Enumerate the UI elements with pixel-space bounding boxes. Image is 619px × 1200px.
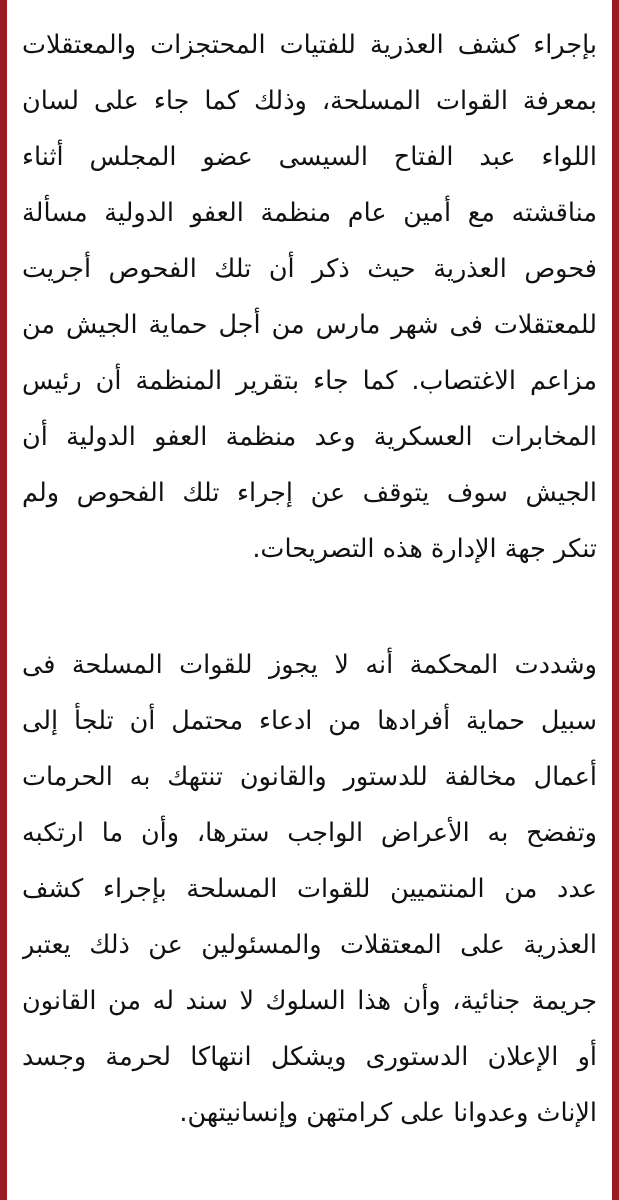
text-line: فحوص العذرية حيث ذكر أن تلك الفحوص أجريت [22,254,597,284]
text-line: العذرية على المعتقلات والمسئولين عن ذلك يعتبر [22,930,597,960]
text-line: الإناث وعدوانا على كرامتهن وإنسانيتهن. [179,1098,597,1128]
left-border [0,0,7,1200]
text-line: بمعرفة القوات المسلحة، وذلك كما جاء على لسان [22,86,597,116]
text-line: للمعتقلات فى شهر مارس من أجل حماية الجيش من [22,310,597,340]
text-line: بإجراء كشف العذرية للفتيات المحتجزات والمعتقلات [22,30,597,60]
right-border [612,0,619,1200]
article-body [14,0,605,1200]
text-line: المخابرات العسكرية وعد منظمة العفو الدولية أن [22,422,597,452]
text-line: أعمال مخالفة للدستور والقانون تنتهك به الحرمات [22,762,597,792]
text-line: وشددت المحكمة أنه لا يجوز للقوات المسلحة فى [22,650,597,680]
text-line: مزاعم الاغتصاب. كما جاء بتقرير المنظمة أن رئيس [22,366,597,396]
text-line: عدد من المنتميين للقوات المسلحة بإجراء كشف [22,874,597,904]
text-line: أو الإعلان الدستورى ويشكل انتهاكا لحرمة وجسد [22,1042,597,1072]
text-line: جريمة جنائية، وأن هذا السلوك لا سند له من القانون [22,986,597,1016]
text-line: مناقشته مع أمين عام منظمة العفو الدولية مسألة [22,198,597,228]
text-line: اللواء عبد الفتاح السيسى عضو المجلس أثناء [22,142,597,172]
text-line: وتفضح به الأعراض الواجب سترها، وأن ما ارتكبه [22,818,597,848]
text-line: سبيل حماية أفرادها من ادعاء محتمل أن تلجأ إلى [22,706,597,736]
text-line: تنكر جهة الإدارة هذه التصريحات. [252,534,597,564]
text-line: الجيش سوف يتوقف عن إجراء تلك الفحوص ولم [22,478,597,508]
